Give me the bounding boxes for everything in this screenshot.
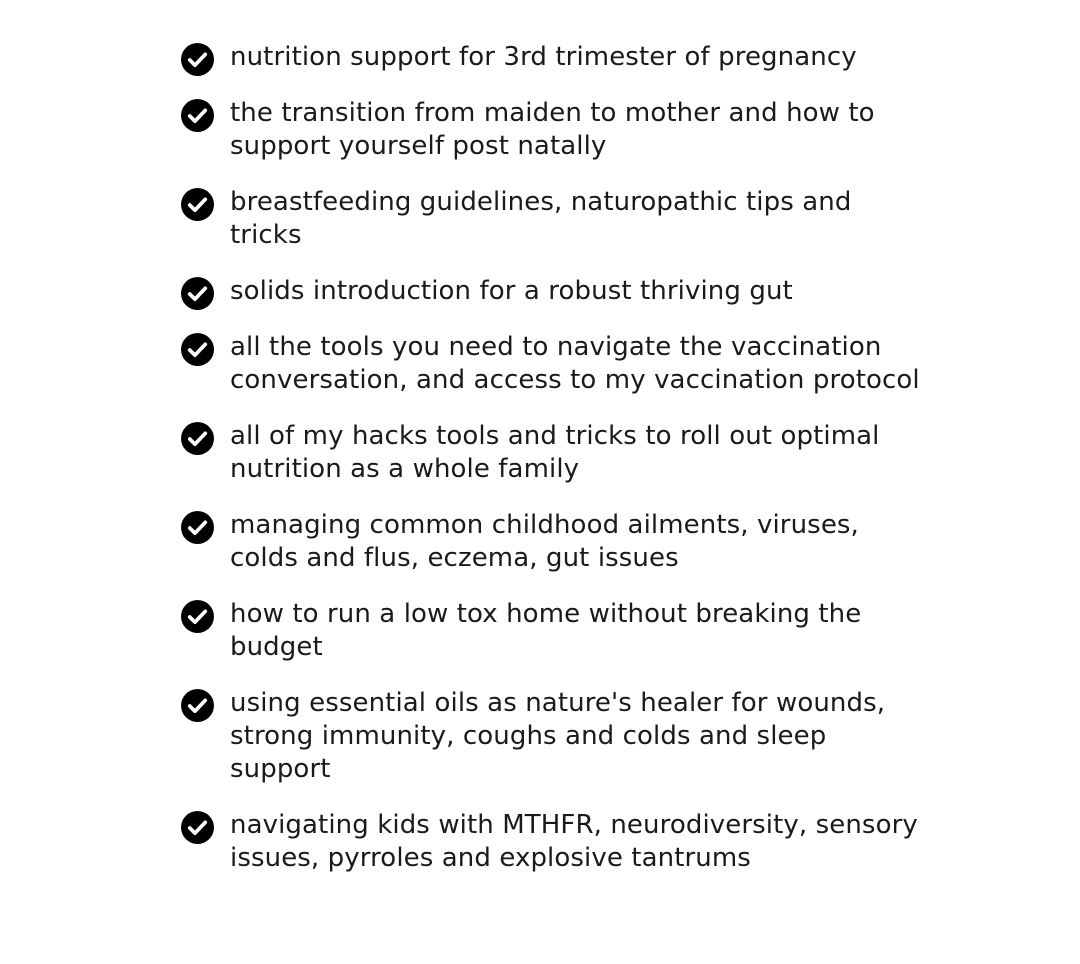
checklist-item: [180, 252, 920, 308]
check-circle-icon: [181, 689, 214, 722]
checklist-item-text: solids introduction for a robust thriving gut: [230, 276, 793, 306]
checklist-item: [180, 664, 920, 786]
checklist-item-text: the transition from maiden to mother and how to support yourself post natally: [230, 98, 875, 161]
check-circle-icon: [181, 99, 214, 132]
checklist-item-text: nutrition support for 3rd trimester of pregnancy: [230, 42, 857, 72]
checklist-item: [180, 397, 920, 486]
checklist-item: [180, 74, 920, 163]
checklist-item: [180, 575, 920, 664]
check-circle-icon: [181, 422, 214, 455]
checklist-item-text: all of my hacks tools and tricks to roll out optimal nutrition as a whole family: [230, 421, 880, 484]
check-circle-icon: [181, 600, 214, 633]
check-circle-icon: [181, 811, 214, 844]
checklist-item-text: using essential oils as nature's healer for wounds, strong immunity, coughs and colds and sleep support: [230, 688, 886, 784]
check-circle-icon: [181, 43, 214, 76]
check-circle-icon: [181, 277, 214, 310]
checklist-item-text: how to run a low tox home without breaking the budget: [230, 599, 862, 662]
checklist-item: [180, 163, 920, 252]
check-circle-icon: [181, 188, 214, 221]
checklist-item: [180, 486, 920, 575]
checklist-item-text: managing common childhood ailments, viruses, colds and flus, eczema, gut issues: [230, 510, 859, 573]
checklist-item: [180, 18, 920, 74]
check-circle-icon: [181, 333, 214, 366]
checklist-item: [180, 308, 920, 397]
checklist-item: [180, 786, 920, 875]
feature-checklist: [180, 0, 920, 875]
checklist-item-text: navigating kids with MTHFR, neurodiversity, sensory issues, pyrroles and explosive tantrums: [230, 810, 918, 873]
check-circle-icon: [181, 511, 214, 544]
checklist-item-text: breastfeeding guidelines, naturopathic tips and tricks: [230, 187, 852, 250]
checklist-item-text: all the tools you need to navigate the vaccination conversation, and access to my vaccination protocol: [230, 332, 920, 395]
